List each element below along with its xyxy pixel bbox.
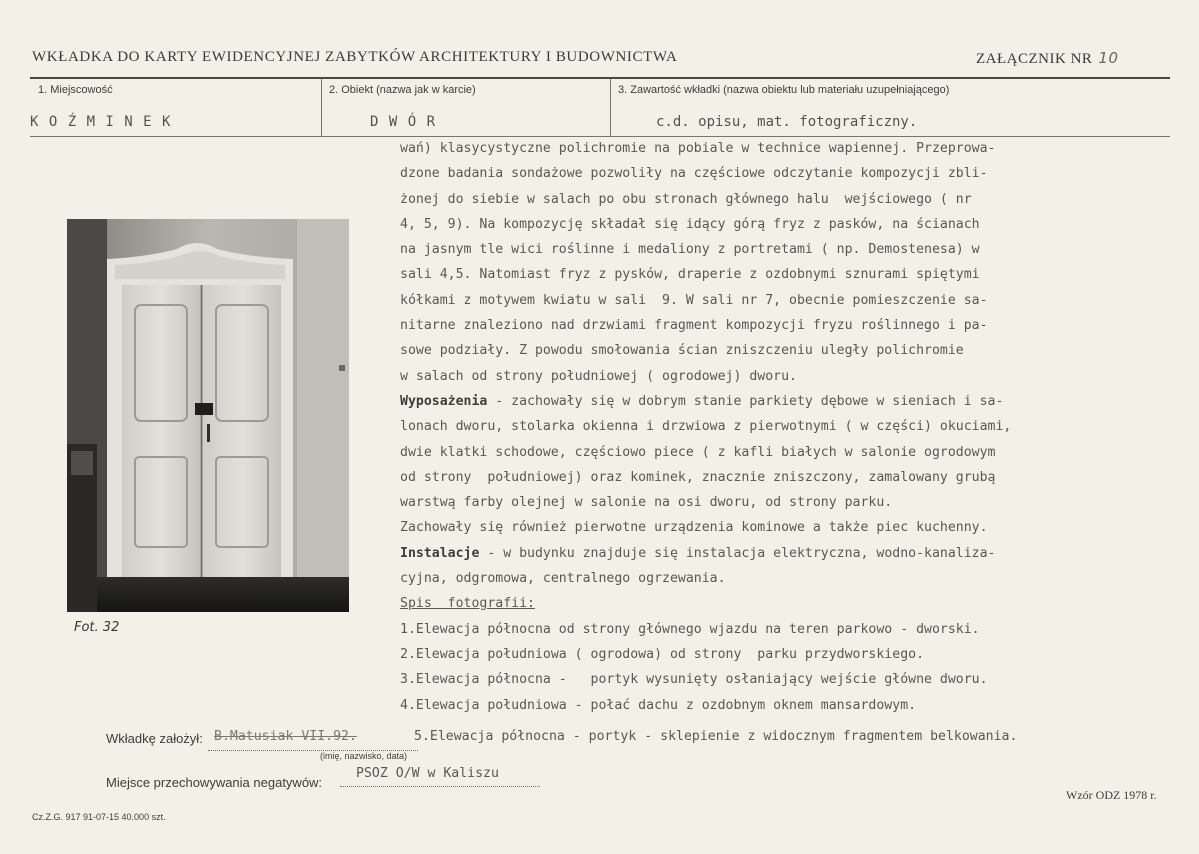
annex-label-text: ZAŁĄCZNIK NR bbox=[976, 51, 1093, 67]
content-value: c.d. opisu, mat. fotograficzny. bbox=[656, 114, 918, 130]
text-line: dwie klatki schodowe, częściowo piece ( z kafli białych w salonie ogrodowym bbox=[400, 444, 996, 460]
photo-caption: Fot. 32 bbox=[74, 620, 120, 635]
object-value: D W Ó R bbox=[370, 114, 437, 130]
content-label: 3. Zawartość wkładki (nazwa obiektu lub materiału uzupełniającego) bbox=[618, 84, 950, 96]
text-line: 4, 5, 9). Na kompozycję składał się idący górą fryz z pasków, na ścianach bbox=[400, 216, 980, 232]
text-line: wań) klasycystyczne polichromie na pobiale w technice wapiennej. Przeprowa- bbox=[400, 141, 996, 156]
photo-list-item: 4.Elewacja południowa - połać dachu z ozdobnym oknem mansardowym. bbox=[400, 697, 917, 713]
object-label: 2. Obiekt (nazwa jak w karcie) bbox=[329, 84, 476, 96]
locality-value: K O Ź M I N E K bbox=[30, 114, 172, 130]
created-by-value: B.Matusiak VII.92. bbox=[214, 729, 357, 744]
text-line: sali 4,5. Natomiast fryz z pysków, draperie z ozdobnymi sznurami spiętymi bbox=[400, 267, 980, 283]
door-photo bbox=[67, 219, 349, 612]
description-text bbox=[400, 136, 1180, 718]
locality-label: 1. Miejscowość bbox=[38, 84, 113, 96]
form-pattern: Wzór ODZ 1978 r. bbox=[1066, 788, 1157, 802]
photo-list-item: 3.Elewacja północna - portyk wysunięty osłaniający wejście główne dworu. bbox=[400, 672, 988, 688]
text-line: dzone badania sondażowe pozwoliły na częściowe odczytanie kompozycji zbli- bbox=[400, 166, 988, 182]
created-by-label: Wkładkę założył: bbox=[106, 731, 203, 746]
text-line: na jasnym tle wici roślinne i medaliony z portretami ( np. Demostenesa) w bbox=[400, 242, 980, 258]
text-line: sowe podziały. Z powodu smołowania ścian zniszczeniu uległy polichromie bbox=[400, 343, 964, 359]
text-line: kółkami z motywem kwiatu w sali 9. W sali nr 7, obecnie pomieszczenie sa- bbox=[400, 292, 988, 308]
storage-label: Miejsce przechowywania negatywów: bbox=[106, 775, 323, 790]
storage-line bbox=[340, 786, 540, 787]
text-line: nitarne znaleziono nad drzwiami fragment kompozycji fryzu roślinnego i pa- bbox=[400, 318, 988, 334]
installations-text: - w budynku znajduje się instalacja elektryczna, wodno-kanaliza- bbox=[479, 545, 996, 561]
text-line: od strony południowej) oraz kominek, znacznie zniszczony, zamalowany grubą bbox=[400, 469, 996, 485]
installations-heading: Instalacje bbox=[400, 545, 480, 561]
photo-list-heading: Spis fotografii: bbox=[400, 596, 535, 612]
text-line-installations bbox=[400, 541, 1180, 566]
text-line: lonach dworu, stolarka okienna i drzwiowa z pierwotnymi ( w części) okuciami, bbox=[400, 419, 1012, 435]
equipment-heading: Wyposażenia bbox=[400, 393, 488, 409]
annex-number: 10 bbox=[1098, 49, 1119, 67]
created-by-hint: (imię, nazwisko, data) bbox=[320, 751, 408, 761]
card-title: WKŁADKA DO KARTY EWIDENCYJNEJ ZABYTKÓW ARCHITEKTURY I BUDOWNICTWA bbox=[32, 49, 678, 65]
photo-list-item-5: 5.Elewacja północna - portyk - sklepienie z widocznym fragmentem belkowania. bbox=[414, 729, 1018, 744]
field-divider-1 bbox=[321, 79, 322, 136]
text-line: Zachowały się również pierwotne urządzenia kominowe a także piec kuchenny. bbox=[400, 520, 988, 536]
header-rule bbox=[30, 77, 1170, 79]
photo-list-item: 1.Elewacja północna od strony głównego wjazdu na teren parkowo - dworski. bbox=[400, 621, 980, 637]
print-info: Cz.Z.G. 917 91-07-15 40.000 szt. bbox=[32, 812, 166, 822]
storage-value: PSOZ O/W w Kaliszu bbox=[356, 766, 499, 781]
text-line: żonej do siebie w salach po obu stronach głównego halu wejściowego ( nr bbox=[400, 191, 972, 207]
photo-list-item: 2.Elewacja południowa ( ogrodowa) od strony parku przydworskiego. bbox=[400, 646, 925, 662]
field-divider-2 bbox=[610, 79, 611, 136]
text-line: w salach od strony południowej ( ogrodowej) dworu. bbox=[400, 368, 797, 384]
equipment-text: - zachowały się w dobrym stanie parkiety dębowe w sieniach i sa- bbox=[487, 393, 1004, 409]
door-photo-image bbox=[67, 219, 349, 612]
text-line: warstwą farby olejnej w salonie na osi dworu, od strony parku. bbox=[400, 495, 893, 511]
annex-label bbox=[976, 49, 1119, 68]
text-line-equipment bbox=[400, 389, 1180, 414]
text-line: cyjna, odgromowa, centralnego ogrzewania. bbox=[400, 571, 726, 587]
